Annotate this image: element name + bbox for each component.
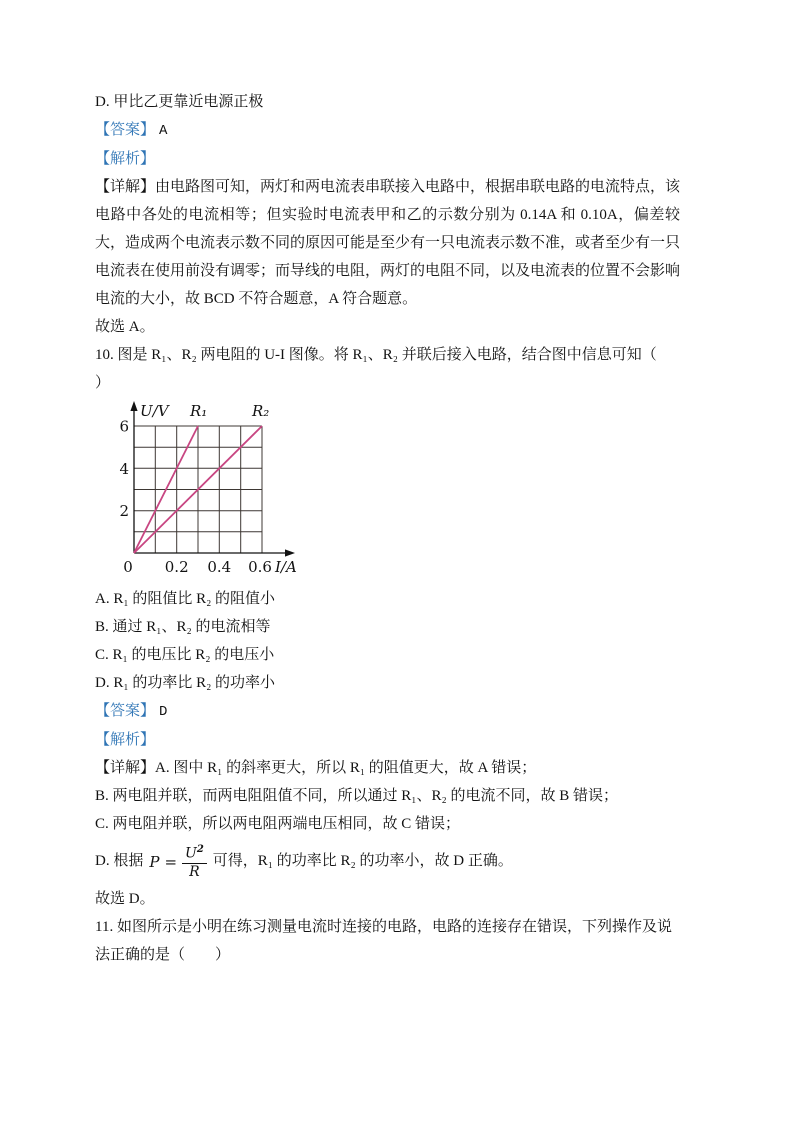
q11-stem-line-2: 法正确的是（ ） [95,946,231,963]
q9-analysis-marker: 【解析】 [95,151,156,167]
q10-detail-d-prefix: D. 根据 [95,853,144,869]
q10-answer-value: D [159,704,168,720]
x-tick-0: 0 [123,558,133,576]
y-tick-4: 4 [119,459,129,478]
q10-conclusion: 故选 D。 [95,890,155,907]
q9-answer-marker: 【答案】 [95,122,156,138]
x-tick-04: 0.4 [207,558,232,576]
q9-analysis-line [95,145,680,173]
formula-denominator: R [189,863,200,880]
ui-graph-svg [103,399,315,583]
y-tick-6: 6 [119,417,129,436]
power-formula [149,839,206,885]
q10-analysis-line [95,726,680,754]
q10-stem-line-1: 10. 图是 R₁、R₂ 两电阻的 U-I 图像。将 R₁、R₂ 并联后接入电路，结合图中信息可知（ [95,347,657,363]
q10-detail-d [95,838,680,885]
formula-fraction [182,842,207,881]
r1-series-label: R₁ [190,402,208,420]
q10-detail-a: 【详解】A. 图中 R₁ 的斜率更大，所以 R₁ 的阻值更大，故 A 错误； [95,760,537,776]
q10-analysis-marker: 【解析】 [95,732,156,748]
y-tick-2: 2 [119,502,129,521]
ui-graph-figure [103,399,680,583]
q10-stem-line-2: ） [95,375,111,391]
formula-num-base: U [185,845,197,862]
formula-exponent: 2 [196,844,204,856]
q9-option-d: D. 甲比乙更靠近电源正极 [95,94,264,110]
q10-option-d: D. R₁ 的功率比 R₂ 的功率小 [95,675,276,691]
r2-series-label: R₂ [252,402,270,420]
formula-lhs: P [149,852,160,871]
q9-answer-line [95,116,680,145]
y-axis-label: U/V [140,402,169,420]
q11-stem-line-1: 11. 如图所示是小明在练习测量电流时连接的电路，电路的连接存在错误，下列操作及说 [95,918,672,935]
q10-option-a: A. R₁ 的阻值比 R₂ 的阻值小 [95,591,276,607]
q10-detail-c: C. 两电阻并联，所以两电阻两端电压相同，故 C 错误； [95,816,461,832]
x-axis-label: I/A [275,558,297,576]
q10-option-b: B. 通过 R₁、R₂ 的电流相等 [95,619,271,635]
q10-answer-marker: 【答案】 [95,703,156,719]
q9-detail-paragraph: 【详解】由电路图可知，两灯和两电流表串联接入电路中，根据串联电路的电流特点，该电路中各处的电流相等；但实验时电流表甲和乙的示数分别为 0.14A 和 0.10A，偏差较大，造成两个电流表示数不同的原因可能是至少有一只电流表示数不准，或者至少有一只电流表在使用前没有调零；而导线的电阻，两灯的电阻不同，以及电流表的位置不会影响电流的大小，故 BCD 不符合题意，A 符合题意。 [95,179,681,307]
x-tick-02: 0.2 [164,558,189,576]
y-axis-arrow-icon [130,401,137,411]
q9-answer-value: A [159,123,168,139]
formula-equals: = [164,852,178,871]
q10-option-c: C. R₁ 的电压比 R₂ 的电压小 [95,647,275,663]
formula-numerator [182,842,207,864]
q10-detail-b: B. 两电阻并联，而两电阻阻值不同，所以通过 R₁、R₂ 的电流不同，故 B 错误； [95,788,618,804]
q10-detail-d-suffix: 可得，R₁ 的功率比 R₂ 的功率小，故 D 正确。 [212,853,513,869]
q9-conclusion: 故选 A。 [95,319,155,335]
x-axis-arrow-icon [285,549,295,556]
q10-answer-line [95,697,680,726]
x-tick-06: 0.6 [248,558,272,576]
